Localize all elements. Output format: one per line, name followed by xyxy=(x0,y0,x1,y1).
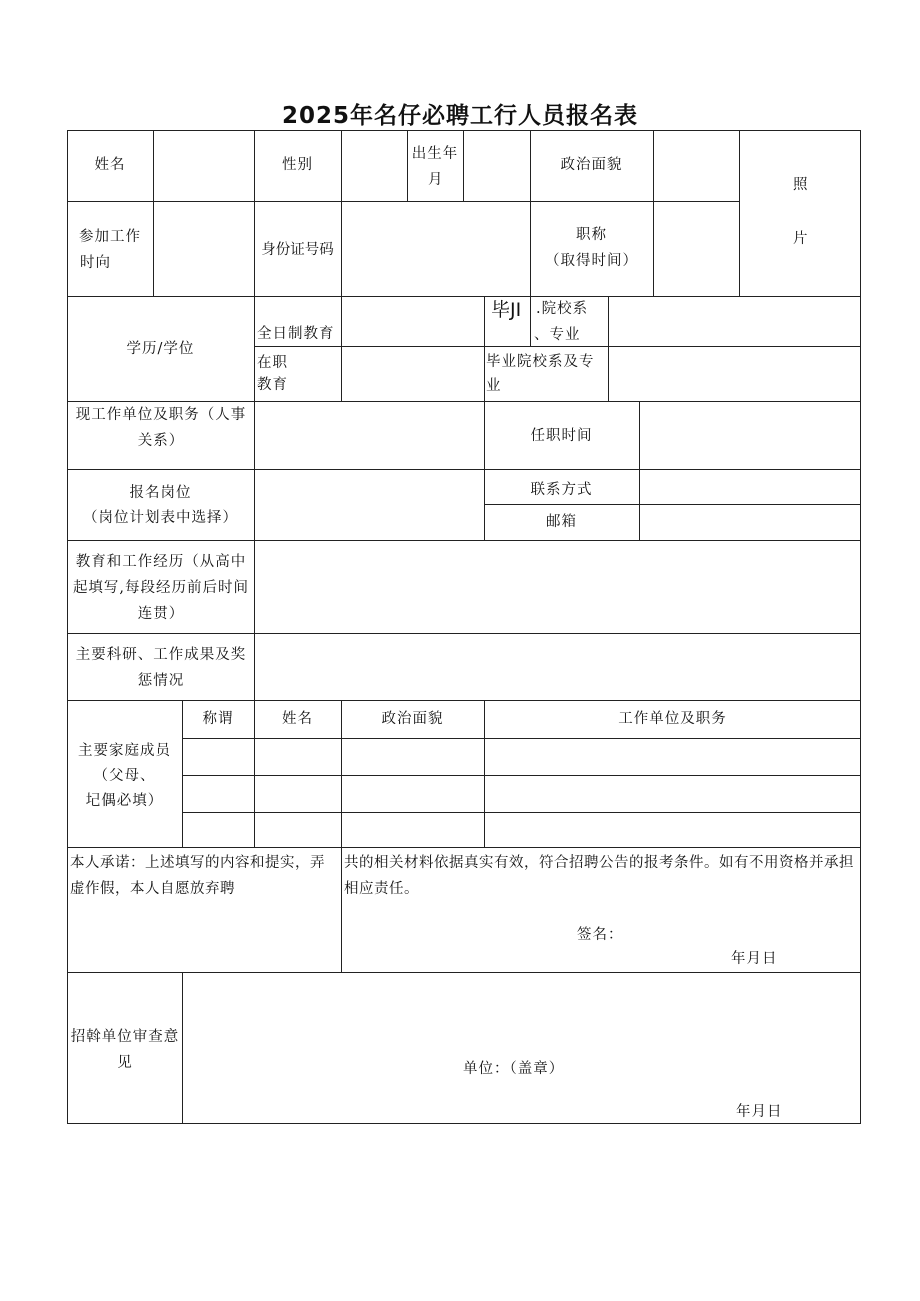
signature-label: 签名： xyxy=(577,927,624,943)
job-title-label-line2: （取得时间） xyxy=(545,253,638,269)
family-label-line3: 圮偶必填） xyxy=(85,793,164,809)
school-major-label: 毕业院校系及专业 xyxy=(486,354,595,394)
job-title-label-line1: 职称 xyxy=(576,227,607,243)
achievements-label: 主要科研、工作成果及奖惩情况 xyxy=(75,647,247,689)
school-label-line2: 、专业 xyxy=(534,327,581,343)
work-start-label-line2: 时向 xyxy=(80,255,111,271)
family-header-name: 姓名 xyxy=(282,711,313,727)
photo-label-line2: 片 xyxy=(793,231,809,247)
education-label: 学历/学位 xyxy=(126,341,195,357)
experience-label: 教育和工作经历（从高中起填写,每段经历前后时间连贯） xyxy=(72,554,250,622)
photo-label-line1: 照 xyxy=(793,177,809,193)
current-job-label: 现工作单位及职务（人事关系） xyxy=(75,407,247,449)
graduation-mark: 毕JI xyxy=(491,299,522,321)
pledge-text-right: 共的相关材料依据真实有效，符合招聘公告的报考条件。如有不用资格并承担相应责任。 xyxy=(344,855,854,897)
family-label-line2: （父母、 xyxy=(93,768,156,784)
political-label: 政治面貌 xyxy=(560,157,623,173)
id-number-label: 身份证号码 xyxy=(261,242,334,258)
fulltime-education-label: 全日制教育 xyxy=(257,326,335,342)
birth-label-line2: 月 xyxy=(428,172,444,188)
pledge-text-left: 本人承诺：上述填写的内容和提实，弄虚作假，本人自愿放弃聘 xyxy=(70,855,325,897)
appointment-time-label: 任职时间 xyxy=(530,428,593,444)
apply-position-label-line2: （岗位计划表中选择） xyxy=(83,510,238,526)
family-label-line1: 主要家庭成员 xyxy=(78,743,171,759)
family-header-employer: 工作单位及职务 xyxy=(618,711,727,727)
family-header-relation: 称谓 xyxy=(202,711,234,727)
unit-stamp-label: 单位：（盖章） xyxy=(463,1061,565,1077)
inservice-label-line1: 在职 xyxy=(257,355,288,371)
pledge-date: 年月日 xyxy=(731,951,778,967)
form-title: 2025年名仔必聘工行人员报名表 xyxy=(281,103,638,129)
work-start-label-line1: 参加工作 xyxy=(79,229,141,245)
birth-label-line1: 出生年 xyxy=(411,146,459,162)
gender-label: 性别 xyxy=(282,157,313,173)
school-label-line1: .院校系 xyxy=(536,301,589,317)
review-label: 招斡单位审查意见 xyxy=(70,1029,180,1071)
apply-position-label-line1: 报名岗位 xyxy=(129,485,192,501)
contact-label: 联系方式 xyxy=(530,482,593,498)
table-border xyxy=(68,131,861,1124)
review-date: 年月日 xyxy=(736,1104,783,1120)
family-header-political: 政治面貌 xyxy=(381,711,444,727)
name-label: 姓名 xyxy=(94,157,126,173)
inservice-label-line2: 教育 xyxy=(257,377,288,393)
email-label: 邮箱 xyxy=(546,514,577,530)
